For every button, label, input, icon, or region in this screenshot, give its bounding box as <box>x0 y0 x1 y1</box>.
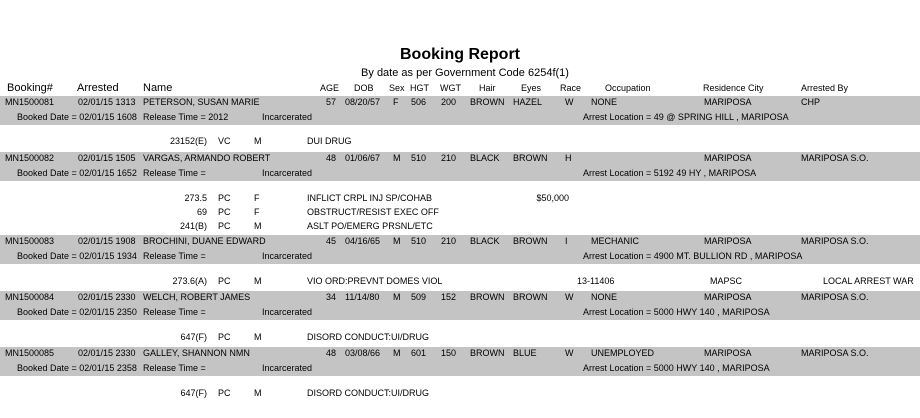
record-eyes: BROWN <box>513 153 548 163</box>
charge-agency: MAPSC <box>710 276 743 286</box>
report-title: Booking Report <box>400 46 520 63</box>
charge-type: PC <box>218 388 231 398</box>
record-eyes: BLUE <box>513 348 537 358</box>
charge-type: PC <box>218 276 231 286</box>
record-location: Arrest Location = 5192 49 HY , MARIPOSA <box>583 168 757 178</box>
charge-level: F <box>254 193 260 203</box>
record-arrested-by: MARIPOSA S.O. <box>801 292 869 302</box>
record-name: BROCHINI, DUANE EDWARD <box>143 236 266 246</box>
record-age: 34 <box>325 292 336 302</box>
charge-level: M <box>254 136 262 146</box>
charge-code: 273.6(A) <box>172 276 207 286</box>
record-occupation: MECHANIC <box>591 236 640 246</box>
record-sex: M <box>393 292 401 302</box>
charge-level: M <box>254 332 262 342</box>
record-occupation: UNEMPLOYED <box>591 348 655 358</box>
record-name: PETERSON, SUSAN MARIE <box>143 97 260 107</box>
record-hgt: 509 <box>411 292 427 302</box>
record-hgt: 510 <box>411 236 427 246</box>
record-location: Arrest Location = 5000 HWY 140 , MARIPOSA <box>583 307 770 317</box>
charge-code: 241(B) <box>179 221 207 231</box>
record-arrested: 02/01/15 2330 <box>78 348 136 358</box>
record-residence: MARIPOSA <box>704 153 752 163</box>
record-occupation: NONE <box>591 97 618 107</box>
record-location: Arrest Location = 49 @ SPRING HILL , MARIPOSA <box>583 112 789 122</box>
record-age: 57 <box>325 97 336 107</box>
record-age: 48 <box>325 153 336 163</box>
col-header-hair: Hair <box>479 83 496 93</box>
col-header-eyes: Eyes <box>521 83 542 93</box>
record-arrested: 02/01/15 1505 <box>78 153 136 163</box>
record-booking: MN1500082 <box>5 153 55 163</box>
record-wgt: 152 <box>441 292 457 302</box>
charge-bail: $50,000 <box>536 193 569 203</box>
charge-type: PC <box>218 193 231 203</box>
record-name: VARGAS, ARMANDO ROBERT <box>143 153 271 163</box>
record-booking: MN1500081 <box>5 97 55 107</box>
record-arrested-by: MARIPOSA S.O. <box>801 348 869 358</box>
record-eyes: BROWN <box>513 236 548 246</box>
record-hair: BROWN <box>470 97 505 107</box>
record-hgt: 510 <box>411 153 427 163</box>
record-name: WELCH, ROBERT JAMES <box>143 292 251 302</box>
record-arrested-by: MARIPOSA S.O. <box>801 236 869 246</box>
record-booking: MN1500085 <box>5 348 55 358</box>
col-header-arrested: Arrested <box>77 82 119 94</box>
charge-level: M <box>254 276 262 286</box>
record-arrested: 02/01/15 1908 <box>78 236 136 246</box>
charge-type: PC <box>218 207 231 217</box>
record-residence: MARIPOSA <box>704 236 752 246</box>
record-eyes: HAZEL <box>513 97 543 107</box>
record-booking: MN1500083 <box>5 236 55 246</box>
record-dob: 03/08/66 <box>345 348 381 358</box>
record-sex: M <box>393 348 401 358</box>
charge-level: F <box>254 207 260 217</box>
record-age: 45 <box>325 236 336 246</box>
record-arrested-by: MARIPOSA S.O. <box>801 153 869 163</box>
charge-case: 13-11406 <box>577 276 615 286</box>
record-booking: MN1500084 <box>5 292 55 302</box>
record-race: W <box>565 348 574 358</box>
record-wgt: 210 <box>441 153 457 163</box>
record-eyes: BROWN <box>513 292 548 302</box>
record-arrested: 02/01/15 1313 <box>78 97 136 107</box>
record-status: Incarcerated <box>262 363 313 373</box>
record-release: Release Time = <box>143 363 206 373</box>
record-release: Release Time = <box>143 307 206 317</box>
col-header-wgt: WGT <box>440 83 461 93</box>
record-race: W <box>565 292 574 302</box>
record-residence: MARIPOSA <box>704 348 752 358</box>
record-booked: Booked Date = 02/01/15 2358 <box>17 363 137 373</box>
record-occupation: NONE <box>591 292 618 302</box>
record-booked: Booked Date = 02/01/15 1652 <box>17 168 137 178</box>
record-wgt: 210 <box>441 236 457 246</box>
charge-desc: DISORD CONDUCT:UI/DRUG <box>307 388 430 398</box>
record-release: Release Time = <box>143 168 206 178</box>
col-header-dob: DOB <box>354 83 374 93</box>
record-release: Release Time = <box>143 251 206 261</box>
record-dob: 08/20/57 <box>345 97 381 107</box>
charge-type: PC <box>218 332 231 342</box>
record-status: Incarcerated <box>262 251 313 261</box>
record-status: Incarcerated <box>262 168 313 178</box>
charge-desc: VIO ORD:PREVNT DOMES VIOL <box>307 276 443 286</box>
record-sex: F <box>393 97 399 107</box>
record-race: H <box>565 153 572 163</box>
charge-type: VC <box>218 136 231 146</box>
col-header-arrested-by: Arrested By <box>801 83 849 93</box>
record-hair: BLACK <box>470 236 500 246</box>
report-subtitle: By date as per Government Code 6254f(1) <box>361 67 569 79</box>
record-residence: MARIPOSA <box>704 292 752 302</box>
record-status: Incarcerated <box>262 307 313 317</box>
record-sex: M <box>393 236 401 246</box>
record-booked: Booked Date = 02/01/15 1608 <box>17 112 137 122</box>
charge-desc: OBSTRUCT/RESIST EXEC OFF <box>307 207 439 217</box>
record-booked: Booked Date = 02/01/15 2350 <box>17 307 137 317</box>
charge-desc: DISORD CONDUCT:UI/DRUG <box>307 332 430 342</box>
charge-code: 647(F) <box>180 388 207 398</box>
col-header-sex: Sex <box>389 83 405 93</box>
charge-code: 273.5 <box>184 193 207 203</box>
record-arrested-by: CHP <box>801 97 821 107</box>
record-location: Arrest Location = 4900 MT. BULLION RD , MARIPOSA <box>583 251 803 261</box>
record-age: 48 <box>325 348 336 358</box>
record-dob: 04/16/65 <box>345 236 381 246</box>
record-hair: BROWN <box>470 348 505 358</box>
charge-note: LOCAL ARREST WAR <box>823 276 914 286</box>
charge-code: 647(F) <box>180 332 207 342</box>
charge-desc: INFLICT CRPL INJ SP/COHAB <box>307 193 433 203</box>
col-header-hgt: HGT <box>410 83 429 93</box>
record-wgt: 150 <box>441 348 457 358</box>
record-status: Incarcerated <box>262 112 313 122</box>
record-booked: Booked Date = 02/01/15 1934 <box>17 251 137 261</box>
record-location: Arrest Location = 5000 HWY 140 , MARIPOSA <box>583 363 770 373</box>
record-release: Release Time = 2012 <box>143 112 229 122</box>
record-hair: BROWN <box>470 292 505 302</box>
record-arrested: 02/01/15 2330 <box>78 292 136 302</box>
record-wgt: 200 <box>441 97 457 107</box>
charge-code: 23152(E) <box>169 136 207 146</box>
col-header-booking: Booking# <box>7 82 53 94</box>
col-header-residence: Residence City <box>703 83 764 93</box>
charge-code: 69 <box>196 207 207 217</box>
record-race: I <box>565 236 568 246</box>
charge-desc: ASLT PO/EMERG PRSNL/ETC <box>307 221 433 231</box>
record-residence: MARIPOSA <box>704 97 752 107</box>
record-hgt: 601 <box>411 348 427 358</box>
charge-level: M <box>254 388 262 398</box>
record-sex: M <box>393 153 401 163</box>
col-header-race: Race <box>560 83 582 93</box>
col-header-name: Name <box>143 82 173 94</box>
col-header-age: AGE <box>320 83 340 93</box>
charge-desc: DUI DRUG <box>307 136 352 146</box>
charge-level: M <box>254 221 262 231</box>
record-dob: 11/14/80 <box>345 292 380 302</box>
record-dob: 01/06/67 <box>345 153 381 163</box>
record-race: W <box>565 97 574 107</box>
charge-type: PC <box>218 221 231 231</box>
record-hair: BLACK <box>470 153 500 163</box>
record-name: GALLEY, SHANNON NMN <box>143 348 250 358</box>
col-header-occupation: Occupation <box>605 83 651 93</box>
record-hgt: 506 <box>411 97 427 107</box>
